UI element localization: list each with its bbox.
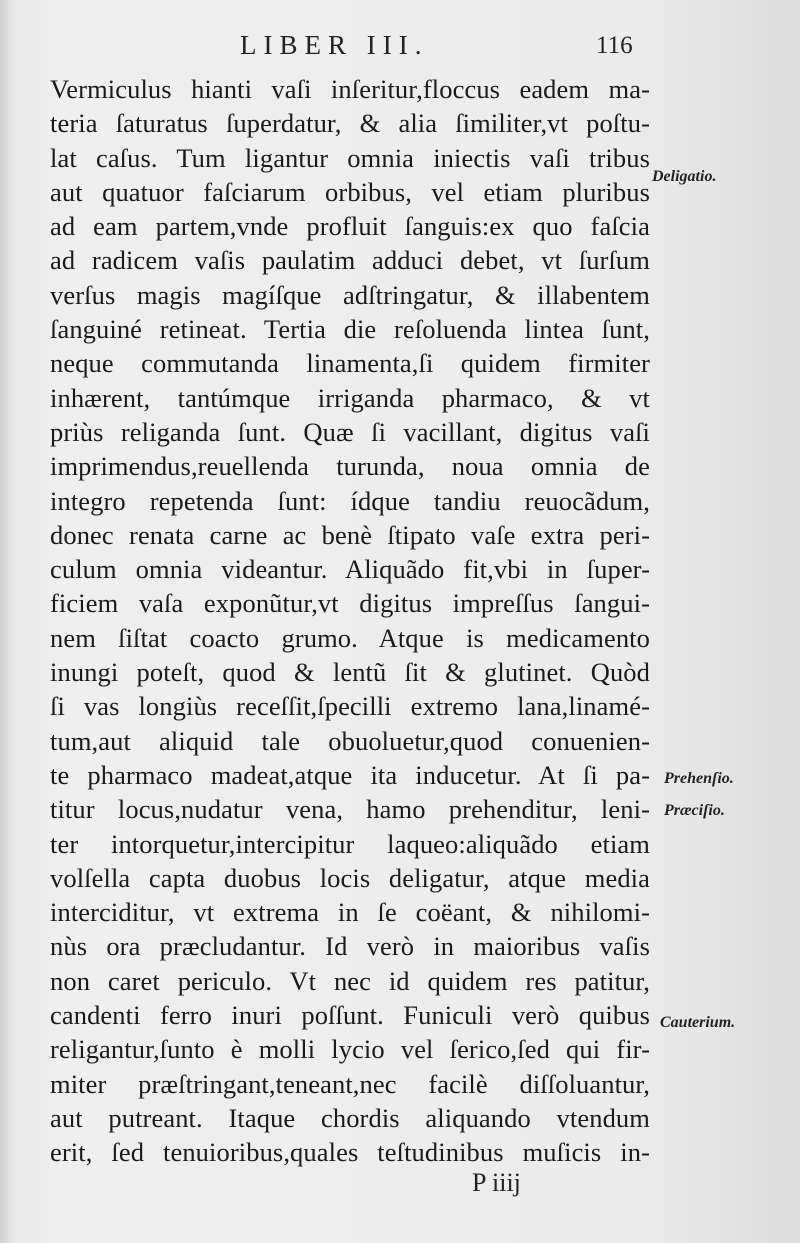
running-head: LIBER III. (240, 30, 429, 60)
text-line: donec renata carne ac benè ſtipato vaſe extra peri- (50, 519, 650, 550)
page-header (0, 28, 800, 68)
signature-mark: P iiij (472, 1168, 521, 1197)
text-line: candenti ferro inuri poſſunt. Funiculi verò quibus (50, 1000, 650, 1031)
marginal-note-prehensio: Prehenſio. (664, 770, 734, 787)
text-line: inungi poteſt, quod & lentũ ſit & glutinet. Quòd (50, 657, 650, 688)
page-number: 116 (596, 32, 633, 59)
text-line: religantur,ſunto è molli lycio vel ſerico,ſed qui fir- (50, 1034, 650, 1065)
text-line: tum,aut aliquid tale obuoluetur,quod conuenien- (50, 725, 650, 756)
text-line: teria ſaturatus ſuperdatur, & alia ſimiliter,vt poſtu- (50, 108, 650, 139)
marginal-note-cauterium: Cauterium. (660, 1014, 736, 1031)
text-line: te pharmaco madeat,atque ita inducetur. At ſi pa- (50, 759, 650, 790)
text-line: inhærent, tantúmque irriganda pharmaco, & vt (50, 382, 650, 413)
text-line: integro repetenda ſunt: ídque tandiu reuocãdum, (50, 485, 650, 516)
text-line: miter præſtringant,teneant,nec facilè diſſoluantur, (50, 1068, 650, 1099)
text-line: aut putreant. Itaque chordis aliquando vtendum (50, 1102, 650, 1133)
text-line: ſi vas longiùs receſſit,ſpecilli extremo lana,linamé- (50, 691, 650, 722)
text-line: nem ſiſtat coacto grumo. Atque is medicamento (50, 622, 650, 653)
text-line: verſus magis magíſque adſtringatur, & illabentem (50, 279, 650, 310)
text-line: lat caſus. Tum ligantur omnia iniectis vaſi tribus (50, 142, 650, 173)
text-line: neque commutanda linamenta,ſi quidem firmiter (50, 348, 650, 379)
text-line: nùs ora præcludantur. Id verò in maioribus vaſis (50, 931, 650, 962)
text-line: ſanguiné retineat. Tertia die reſoluenda lintea ſunt, (50, 314, 650, 345)
text-line: ficiem vaſa exponũtur,vt digitus impreſſus ſangui- (50, 588, 650, 619)
text-line: priùs religanda ſunt. Quæ ſi vacillant, digitus vaſi (50, 416, 650, 447)
text-line: interciditur, vt extrema in ſe coëant, & nihilomi- (50, 897, 650, 928)
marginal-note-praecisio: Præciſio. (664, 802, 725, 819)
text-line: non caret periculo. Vt nec id quidem res patitur, (50, 965, 650, 996)
page-footer (0, 1160, 800, 1210)
text-line: Vermiculus hianti vaſi inſeritur,floccus eadem ma- (50, 74, 650, 104)
text-line: erit, ſed tenuioribus,quales teſtudinibus muſicis in- (50, 1137, 650, 1168)
text-line: volſella capta duobus locis deligatur, atque media (50, 862, 650, 893)
marginal-note-deligatio: Deligatio. (652, 168, 717, 185)
text-line: ter intorquetur,intercipitur laqueo:aliquãdo etiam (50, 828, 650, 859)
text-line: ad eam partem,vnde profluit ſanguis:ex quo faſcia (50, 211, 650, 242)
text-line: aut quatuor faſciarum orbibus, vel etiam pluribus (50, 176, 650, 207)
body-text (50, 72, 650, 1170)
text-line: culum omnia videantur. Aliquãdo fit,vbi in ſuper- (50, 554, 650, 585)
text-line: titur locus,nudatur vena, hamo prehenditur, leni- (50, 794, 650, 825)
text-line: ad radicem vaſis paulatim adduci debet, vt ſurſum (50, 245, 650, 276)
text-line: imprimendus,reuellenda turunda, noua omnia de (50, 451, 650, 482)
